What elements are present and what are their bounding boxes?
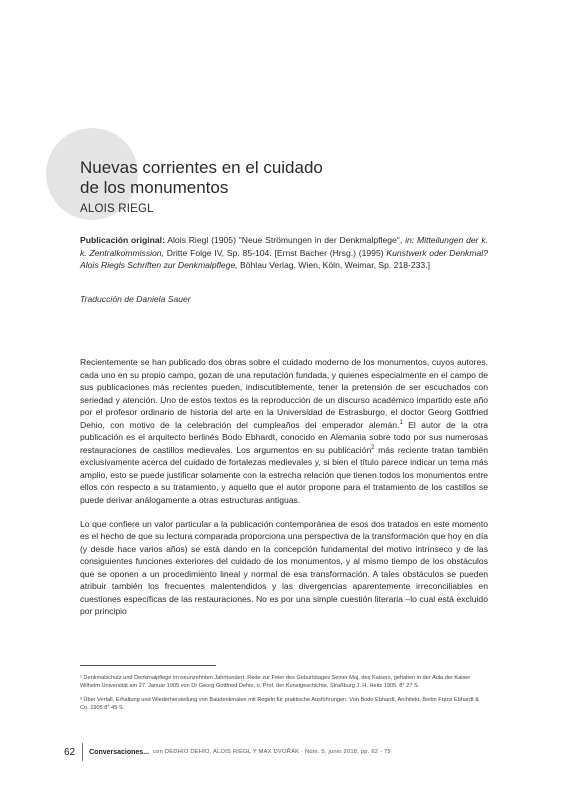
body-paragraph-1-part-b: El autor de la otra publicación es el arquitecto berlinés Bodo Ebhardt, conocido en Alemania sobre todo por sus numerosas restauraciones de castillos medievales. Los argumentos en su publicación [80, 419, 488, 455]
issue-info: con DEDHIO DEHIO, ALOIS RIEGL Y MAX DVOŘÁK · Núm. 5, junio 2018, pp. 62 - 75 [153, 749, 391, 755]
footnote-ref-1[interactable]: 1 [399, 419, 403, 426]
footnote-2: ² Über Verfall, Erhaltung und Wiederherstellung von Baudenkmalen mit Regeln für praktische Ausführungen. Von Bodo Ebhardt, Architekt, Berlin Franz Ebhardt & Co. 1905 8° 45 S. [80, 696, 479, 712]
body-paragraph-2: Lo que confiere un valor particular a la publicación contemporánea de esos dos tratados en este momento es el hecho de que su lectura comparada proporciona una perspectiva de la transformación que hoy en día (y desde hace varios años) se está dando en la concepción fundamental del motivo intrínseco y de las consiguientes funciones exteriores del cuidado de los monumentos, y al mismo tiempo de los obstáculos que se oponen a un procedimiento lineal y normal de esa transformación. A tales obstáculos se pueden atribuir también los frecuentes malentendidos y las divergencias aparentemente irreconciliables en cuestiones específicas de las restauraciones. No es por una simple cuestión literaria –lo cual está excluido por principio [80, 518, 488, 617]
footnote-1: ¹ Denkmalschutz und Denkmalpflege im neunzehnten Jahrhundert. Rede zur Feier des Geburtstages Seiner Maj. des Kaisers, gehalten in der Aula der Kaiser Wilhelm Universität am 27. Januar 1905 von Dr Georg Gottfried Dehio, o. Prof. der Kunstgeschichte. Straßburg J. H. Heitz 1905. 8° 27 S. [80, 675, 471, 690]
original-publication-text-3: Böhlau Verlag, Wien, Köln, Weimar, Sp. 218-233.] [237, 260, 430, 271]
footnotes [80, 674, 488, 718]
page-number: 62 [64, 746, 76, 758]
original-publication-in: in: [405, 235, 415, 245]
original-publication-text-2: Dritte Folge IV, Sp. 85-104. [Ernst Bacher (Hrsg.) (1995) [163, 247, 387, 258]
footnote-ref-2[interactable]: 2 [371, 444, 375, 451]
article-title [80, 158, 500, 198]
body-paragraph-1-part-c: más reciente tratan también exclusivamente acerca del cuidado de fortalezas medievales y, si bien el título parece indicar un tema más amplio, esto se puede justificar solamente con la estrecha relación que tienen todos los monumentos entre ellos con respecto a su tratamiento, y aquello que el autor propone para el tratamiento de los castillos se puede derivar análogamente a otras estructuras antiguas. [80, 444, 488, 506]
original-publication-label: Publicación original: [80, 235, 165, 245]
footnote-divider [80, 665, 216, 666]
journal-name: Conversaciones... [89, 748, 150, 756]
article-body [80, 356, 488, 629]
title-line-2: de los monumentos [80, 178, 229, 197]
original-publication-note [80, 234, 488, 272]
body-paragraph-1 [80, 356, 488, 507]
article-author: ALOIS RIEGL [80, 203, 154, 215]
title-line-1: Nuevas corrientes en el cuidado [80, 158, 323, 177]
footer-divider [82, 743, 83, 761]
original-publication-text-1: Alois Riegl (1905) "Neue Strömungen in der Denkmalpflege", [164, 235, 406, 245]
original-publication-journal: Mitteilungen der k. k. Zentralkommission, [80, 235, 489, 258]
translator-credit: Traducción de Daniela Sauer [80, 294, 191, 304]
original-publication-book: Kunstwerk oder Denkmal? Alois Riegls Schriften zur Denkmalpflege, [80, 247, 488, 271]
page-footer [64, 743, 504, 761]
body-paragraph-1-part-a: Recientemente se han publicado dos obras sobre el cuidado moderno de los monumentos, cuyos autores, cada uno en su propio campo, gozan de una reputación fundada, y quienes especialmente en el campo de sus publicaciones más recientes pueden, indiscutiblemente, tener la pretensión de ser escuchados con seriedad y atención. Uno de estos textos es la reproducción de un discurso académico impartido este año por el profesor ordinario de historia del arte en la Universidad de Estrasburgo, el doctor Georg Gottfried Dehio, con motivo de la celebración del cumpleaños del emperador alemán. [80, 357, 488, 430]
